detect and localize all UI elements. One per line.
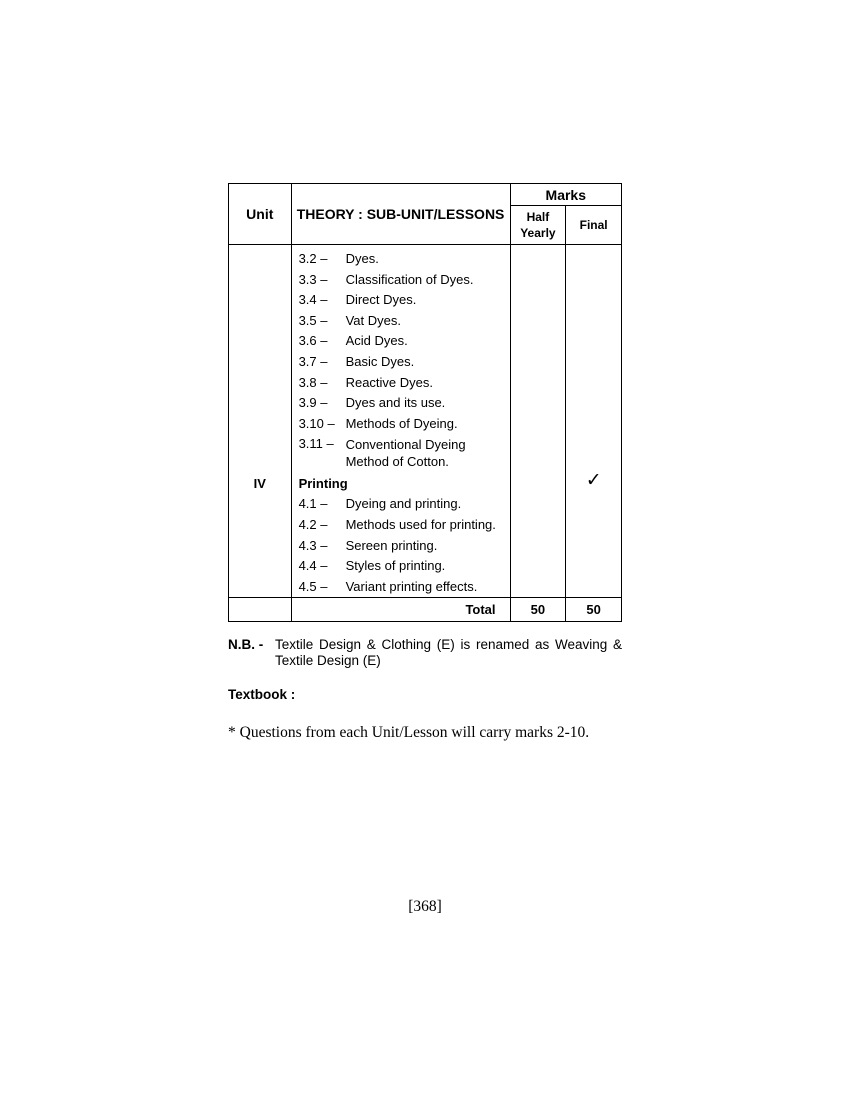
lesson-number: 3.5 – (298, 312, 328, 328)
lesson-title: Dyes. (345, 251, 379, 266)
lesson-number: 4.5 – (298, 578, 328, 594)
list-item (299, 290, 510, 311)
page-number: [368] (408, 898, 442, 915)
lesson-title (346, 434, 510, 470)
lesson-number: 3.8 – (298, 374, 328, 390)
nb-label: N.B. - (228, 637, 264, 652)
lesson-title: Classification of Dyes. (345, 271, 474, 287)
lesson-number: 4.3 – (298, 537, 328, 553)
lesson-number: 3.9 – (298, 395, 328, 411)
lesson-title: Sereen printing. (345, 537, 438, 553)
half-yearly-label-line1: Half (526, 210, 550, 224)
half-yearly-cell (510, 245, 566, 598)
final-cell (566, 245, 622, 598)
lesson-number: 3.10 – (298, 415, 335, 431)
total-final: 50 (566, 598, 622, 622)
total-row (229, 598, 622, 622)
list-item (299, 393, 510, 414)
lesson-title-line2: Method of Cotton. (345, 454, 449, 470)
unit-number: IV (253, 476, 266, 491)
lesson-number: 3.2 – (298, 251, 328, 266)
section-heading-printing: Printing (298, 476, 348, 492)
lesson-title: Vat Dyes. (345, 312, 401, 328)
table-row (229, 245, 622, 598)
lesson-title: Variant printing effects. (345, 578, 478, 594)
syllabus-table (228, 183, 622, 622)
lesson-title: Dyes and its use. (345, 395, 446, 411)
list-item (299, 270, 510, 291)
list-item (299, 311, 510, 332)
checkmark-icon: ✓ (585, 469, 602, 491)
lesson-title: Acid Dyes. (345, 333, 408, 349)
list-item (299, 331, 510, 352)
lesson-number: 3.6 – (298, 333, 328, 349)
total-half-yearly: 50 (510, 598, 566, 622)
lessons-list-dyeing (299, 249, 510, 434)
lesson-number: 3.11 – (298, 436, 334, 452)
theory-column-header: THEORY : SUB-UNIT/LESSONS (291, 184, 510, 245)
list-item (299, 577, 510, 598)
lesson-number: 3.7 – (298, 353, 328, 369)
half-yearly-column-header (510, 206, 566, 245)
list-item (299, 494, 510, 515)
unit-column-header: Unit (229, 184, 292, 245)
list-item (299, 434, 510, 470)
total-label: Total (291, 598, 510, 622)
list-item (299, 556, 510, 577)
lesson-title: Methods used for printing. (345, 516, 496, 532)
total-empty-cell (229, 598, 292, 622)
lesson-title: Methods of Dyeing. (345, 415, 458, 431)
lesson-number: 3.3 – (298, 271, 328, 287)
list-item (299, 515, 510, 536)
list-item (299, 414, 510, 435)
lesson-number: 4.4 – (298, 558, 328, 574)
list-item (299, 536, 510, 557)
list-item (299, 373, 510, 394)
unit-cell (229, 245, 292, 598)
marks-column-header: Marks (510, 184, 621, 206)
lesson-title: Styles of printing. (345, 558, 446, 574)
marks-note: * Questions from each Unit/Lesson will carry marks 2-10. (228, 724, 590, 741)
half-yearly-label-line2: Yearly (520, 226, 556, 240)
final-column-header: Final (566, 206, 622, 245)
lesson-title: Reactive Dyes. (345, 374, 433, 390)
lesson-title: Direct Dyes. (345, 292, 417, 308)
lesson-number: 4.1 – (298, 496, 328, 512)
lesson-title: Dyeing and printing. (345, 496, 462, 512)
textbook-label: Textbook : (228, 687, 296, 702)
lessons-cell (291, 245, 510, 598)
lesson-title: Basic Dyes. (345, 353, 415, 369)
lessons-list-printing (299, 494, 510, 597)
lesson-number: 4.2 – (298, 516, 328, 532)
table-header-row (229, 184, 622, 206)
list-item (299, 352, 510, 373)
nb-note (228, 637, 622, 669)
nb-text: Textile Design & Clothing (E) is renamed as Weaving & Textile Design (E) (275, 637, 622, 668)
lesson-title-line1: Conventional Dyeing (345, 437, 466, 453)
lesson-number: 3.4 – (298, 292, 328, 308)
list-item (299, 249, 510, 270)
